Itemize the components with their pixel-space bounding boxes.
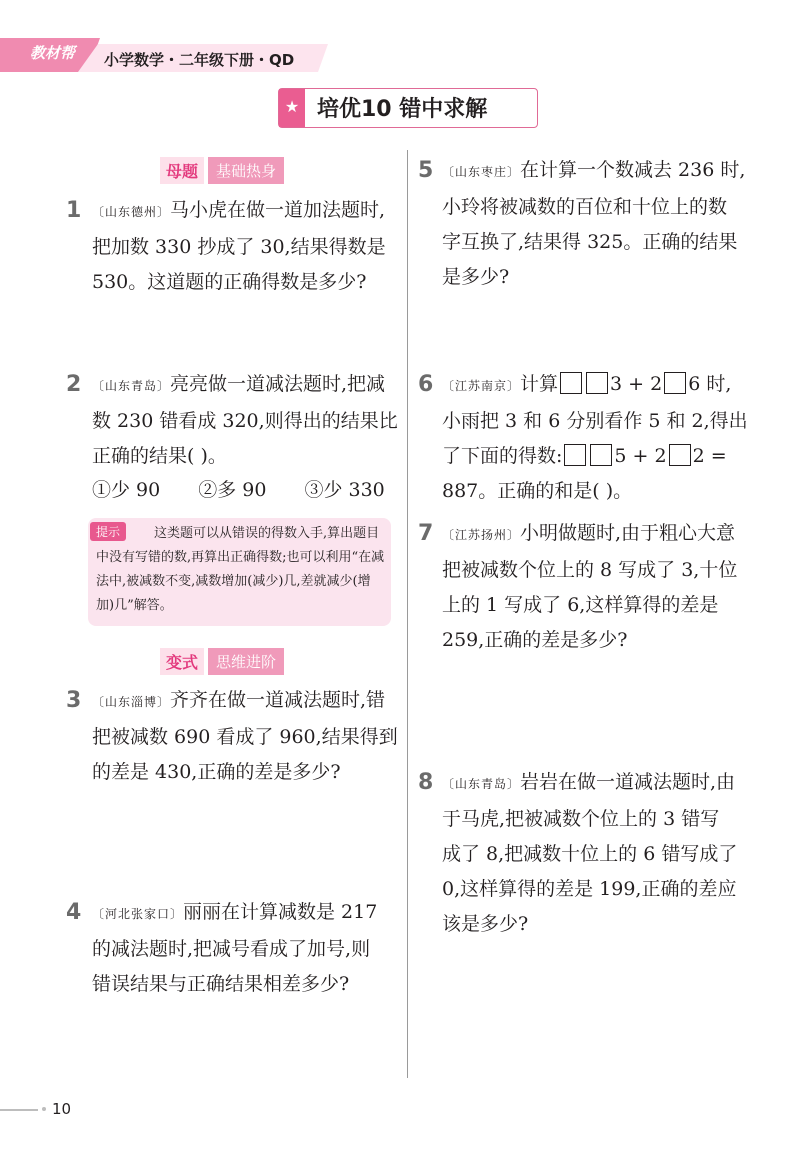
question-number-2: 2 xyxy=(66,372,82,397)
blank-box[interactable] xyxy=(669,444,691,466)
question-text: 于马虎,把被减数个位上的 3 错写 xyxy=(442,808,720,830)
question-text: 计算 xyxy=(520,373,559,395)
question-number-1: 1 xyxy=(66,198,82,223)
header-bar xyxy=(0,38,330,72)
question-text: 齐齐在做一道减法题时,错 xyxy=(170,689,386,711)
question-number-5: 5 xyxy=(418,158,434,183)
question-source: 〔江苏南京〕 xyxy=(442,379,521,393)
question-text: 5 + 2 xyxy=(614,445,667,467)
question-text: 把被减数 690 看成了 960,结果得到 xyxy=(92,726,398,748)
question-number-7: 7 xyxy=(418,521,434,546)
question-3 xyxy=(92,683,398,790)
question-text: 错误结果与正确结果相差多少? xyxy=(92,973,350,995)
blank-box[interactable] xyxy=(586,372,608,394)
question-number-8: 8 xyxy=(418,770,434,795)
question-text: 是多少? xyxy=(442,266,510,288)
question-source: 〔山东枣庄〕 xyxy=(442,165,521,179)
question-7 xyxy=(442,516,737,658)
footer-dot xyxy=(42,1107,46,1111)
question-text: 正确的结果( )。 xyxy=(92,445,227,467)
question-text: 成了 8,把减数十位上的 6 错写成了 xyxy=(442,843,738,865)
question-4 xyxy=(92,895,377,1002)
question-source: 〔山东淄博〕 xyxy=(92,695,171,709)
question-text: 在计算一个数减去 236 时, xyxy=(520,159,746,181)
question-source: 〔河北张家口〕 xyxy=(92,907,184,921)
option-3[interactable]: ③少 330 xyxy=(304,479,385,501)
section-label-variant xyxy=(160,648,284,674)
question-text: 6 时, xyxy=(688,373,732,395)
question-source: 〔江苏扬州〕 xyxy=(442,528,521,542)
question-source: 〔山东青岛〕 xyxy=(92,379,171,393)
question-text: 把被减数个位上的 8 写成了 3,十位 xyxy=(442,559,738,581)
question-text: 小明做题时,由于粗心大意 xyxy=(520,522,736,544)
blank-box[interactable] xyxy=(564,444,586,466)
brand-logo: 教材帮 xyxy=(30,44,76,62)
question-5 xyxy=(442,153,745,295)
blank-box[interactable] xyxy=(664,372,686,394)
book-title: 小学数学・二年级下册・QD xyxy=(104,51,295,69)
question-8 xyxy=(442,765,737,942)
question-number-3: 3 xyxy=(66,688,82,713)
option-1[interactable]: ①少 90 xyxy=(92,479,161,501)
question-text: 把加数 330 抄成了 30,结果得数是 xyxy=(92,236,386,258)
question-source: 〔山东青岛〕 xyxy=(442,777,521,791)
column-divider xyxy=(407,150,408,1078)
question-text: 0,这样算得的差是 199,正确的差应 xyxy=(442,878,737,900)
question-text: 岩岩在做一道减法题时,由 xyxy=(520,771,736,793)
section-label-sub: 基础热身 xyxy=(208,157,284,184)
page-number: 10 xyxy=(52,1100,72,1118)
answer-options xyxy=(92,475,385,502)
lesson-title-box xyxy=(278,88,538,128)
question-number-6: 6 xyxy=(418,372,434,397)
section-label-sub: 思维进阶 xyxy=(208,648,284,675)
section-label-main: 母题 xyxy=(160,157,204,184)
question-text: 字互换了,结果得 325。正确的结果 xyxy=(442,231,738,253)
question-text: 该是多少? xyxy=(442,913,529,935)
question-number-4: 4 xyxy=(66,900,82,925)
question-text: 亮亮做一道减法题时,把减 xyxy=(170,373,386,395)
section-label-main: 变式 xyxy=(160,648,204,675)
question-text: 了下面的得数: xyxy=(442,445,563,467)
hint-tag: 提示 xyxy=(90,522,126,541)
question-text: 530。这道题的正确得数是多少? xyxy=(92,271,367,293)
question-6 xyxy=(442,367,748,509)
question-text: 上的 1 写成了 6,这样算得的差是 xyxy=(442,594,719,616)
question-text: 丽丽在计算减数是 217 xyxy=(183,901,378,923)
section-label-mother xyxy=(160,157,284,183)
question-text: 小雨把 3 和 6 分别看作 5 和 2,得出 xyxy=(442,410,748,432)
question-text: 小玲将被减数的百位和十位上的数 xyxy=(442,196,728,218)
question-text: 3 + 2 xyxy=(610,373,663,395)
question-text: 的减法题时,把减号看成了加号,则 xyxy=(92,938,371,960)
blank-box[interactable] xyxy=(590,444,612,466)
lesson-title: 培优10 错中求解 xyxy=(317,97,488,122)
hint-box xyxy=(88,518,391,626)
question-text: 马小虎在做一道加法题时, xyxy=(170,199,386,221)
question-2 xyxy=(92,367,398,474)
question-1 xyxy=(92,193,386,300)
blank-box[interactable] xyxy=(560,372,582,394)
hint-text: 这类题可以从错误的得数入手,算出题目中没有写错的数,再算出正确得数;也可以利用“在减法中,被减数不变,减数增加(减少)几,差就减少(增加)几”解答。 xyxy=(96,526,385,613)
star-icon: ★ xyxy=(279,89,305,127)
option-2[interactable]: ②多 90 xyxy=(198,479,267,501)
question-text: 的差是 430,正确的差是多少? xyxy=(92,761,341,783)
footer-line xyxy=(0,1109,38,1111)
question-text: 259,正确的差是多少? xyxy=(442,629,628,651)
question-text: 887。正确的和是( )。 xyxy=(442,480,633,502)
question-text: 数 230 错看成 320,则得出的结果比 xyxy=(92,410,398,432)
question-source: 〔山东德州〕 xyxy=(92,205,171,219)
question-text: 2 = xyxy=(692,445,727,467)
